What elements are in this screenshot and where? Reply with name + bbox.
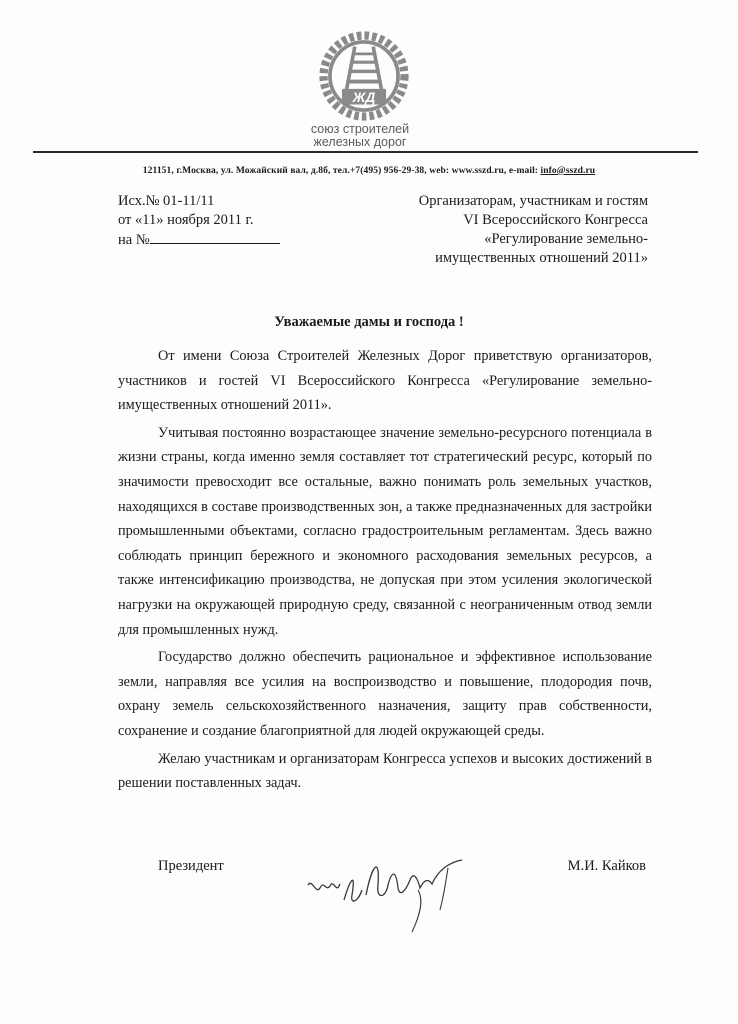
handwritten-signature xyxy=(300,840,480,940)
outgoing-number: Исх.№ 01-11/11 xyxy=(118,193,215,209)
paragraph-4: Желаю участникам и организаторам Конгресса успехов и высоких достижений в решении поставленных задач. xyxy=(118,750,652,792)
addressee-line2: VI Всероссийского Конгресса xyxy=(463,212,648,228)
logo-mark-text: ЖД xyxy=(352,89,376,105)
org-name-line1: союз строителей xyxy=(310,122,410,136)
letter-body xyxy=(118,344,652,799)
signatory-name: М.И. Кайков xyxy=(567,858,646,874)
contacts-line xyxy=(0,166,738,176)
contacts-address: 121151, г.Москва, ул. Можайский вал, д.8б, тел.+7(495) 956-29-38, web: www.sszd.ru, e-mail: xyxy=(142,166,541,176)
incoming-number xyxy=(118,230,280,250)
email-link[interactable]: info@sszd.ru xyxy=(540,166,596,176)
paragraph-3: Государство должно обеспечить рациональное и эффективное использование земли, направляя все усилия на воспроизводство и повышение, плодородия почв, охрану земель сельскохозяйственного назначения, защиту прав собственности, сохранение и создание благоприятной для людей окружающей среды. xyxy=(118,649,652,739)
paragraph-1: От имени Союза Строителей Железных Дорог приветствую организаторов, участников и гостей VI Всероссийского Конгресса «Регулирование земельно-имущественных отношений 2011». xyxy=(118,348,652,414)
org-name-line2: железных дорог xyxy=(313,135,407,149)
outgoing-reference xyxy=(118,192,280,250)
addressee-line3: «Регулирование земельно- xyxy=(484,231,648,247)
header-divider xyxy=(33,151,698,153)
paragraph-2: Учитывая постоянно возрастающее значение земельно-ресурсного потенциала в жизни страны, когда именно земля составляет тот стратегический ресурс, который по значимости превосходит все остальные, важно понимать роль земельных участков, находящихся в составе производственных зон, а также предназначенных для застройки промышленными объектами, согласно градостроительным регламентам. Здесь важно соблюдать принцип бережного и экономного расходования земельных ресурсов, а также интенсификацию производства, не допуская при этом усиления экологической нагрузки на окружающей природную среду, связанной с неограниченным отвод земли для промышленных нужд. xyxy=(118,424,652,638)
incoming-blank xyxy=(150,230,280,244)
incoming-label: на № xyxy=(118,232,150,248)
outgoing-date: от «11» ноября 2011 г. xyxy=(118,212,254,228)
salutation: Уважаемые дамы и господа ! xyxy=(274,314,464,330)
addressee-line4: имущественных отношений 2011» xyxy=(435,250,648,266)
addressee-line1: Организаторам, участникам и гостям xyxy=(418,193,648,209)
union-logo xyxy=(318,30,410,122)
signatory-title: Президент xyxy=(158,858,224,874)
addressee-block xyxy=(419,192,648,268)
